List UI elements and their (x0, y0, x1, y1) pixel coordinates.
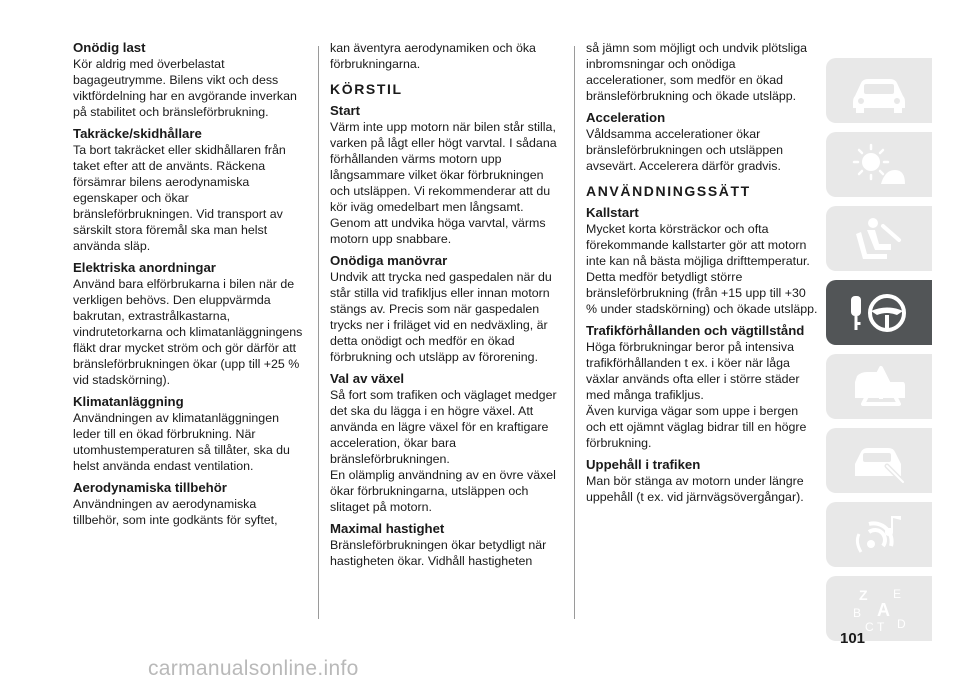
airbag-seat-icon (847, 214, 911, 264)
tab-starting-driving[interactable] (826, 280, 932, 345)
index-letter: Z (859, 586, 868, 603)
chapter-tabs (826, 58, 932, 650)
column-divider (318, 46, 319, 619)
paragraph: Ta bort takräcket eller skidhållaren från taket efter att de använts. Räckena försämrar bilens aerodynamiska egenskaper och ökar bränsleförbrukningen. Vid transport av särskilt stora föremål ska man helst använda släp. (73, 143, 286, 253)
subsection-heading: Kallstart (586, 205, 639, 220)
section-heading: KÖRSTIL (330, 81, 403, 97)
tab-multimedia[interactable] (826, 502, 932, 567)
index-letter: E (893, 586, 902, 601)
subsection-heading: Maximal hastighet (330, 521, 445, 536)
paragraph: Höga förbrukningar beror på intensiva trafikförhållanden t ex. i köer när låga växlar används ofta eller i större städer med många trafikljus. (586, 340, 800, 402)
subsection-heading: Start (330, 103, 361, 118)
paragraph: Användningen av aerodynamiska tillbehör, som inte godkänts för syftet, (73, 497, 278, 527)
column-2 (330, 40, 562, 569)
paragraph: Användningen av klimatanläggningen leder till en ökad förbrukning. När utomhustemperaturen så tillåter, ska du helst använda endast ventilation. (73, 411, 290, 473)
column-3 (586, 40, 818, 505)
car-front-icon (847, 66, 911, 116)
subsection-heading: Onödiga manövrar (330, 253, 448, 268)
paragraph: Man bör stänga av motorn under längre uppehåll (t ex. vid järnvägsövergångar). (586, 474, 804, 504)
tab-emergency[interactable] (826, 354, 932, 419)
paragraph: Undvik att trycka ned gaspedalen när du står stilla vid trafikljus eller innan motorn stängs av. Precis som när gaspedalen trycks ner i friläget vid en nedväxling, är detta onödigt och medför en ökad förbrukning och utsläpp av förorening. (330, 270, 552, 364)
paragraph: Så fort som trafiken och väglaget medger det ska du lägga i en högre växel. Att använda en lägre växel för en kraftigare acceleration, ökar bara bränsleförbrukningen. (330, 388, 557, 466)
paragraph: Använd bara elförbrukarna i bilen när de verkligen behövs. Den eluppvärmda bakrutan, extrastrålkastarna, vindrutetorkarna och klimatanläggningens fläkt drar mycket ström och gör därför att bränsleförbrukningen ökar (upp till +25 % vid stadskörning). (73, 277, 303, 387)
paragraph: Mycket korta körsträckor och ofta förekommande kallstarter gör att motorn inte kan nå bästa möjliga drifttemperatur. (586, 222, 810, 268)
subsection-heading: Val av växel (330, 371, 405, 386)
subsection-list (586, 205, 818, 505)
paragraph: Bränsleförbrukningen ökar betydligt när hastigheten ökar. Vidhåll hastigheten (330, 538, 547, 568)
index-letter: C (865, 619, 874, 634)
subsection-heading: Onödig last (73, 40, 146, 55)
subsection-heading: Klimatanläggning (73, 394, 184, 409)
paragraph: Även kurviga vägar som uppe i bergen och ett ojämnt väglag bidrar till en högre förbrukning. (586, 404, 807, 450)
subsection-heading: Trafikförhållanden och vägtillstånd (586, 323, 805, 338)
paragraph: Kör aldrig med överbelastat bagageutrymme. Bilens vikt och dess viktfördelning har en avgörande inverkan på stabilitet och bränsleförbrukning. (73, 57, 297, 119)
subsection-heading: Uppehåll i trafiken (586, 457, 701, 472)
key-steering-wheel-icon (847, 288, 911, 338)
subsection-heading: Elektriska anordningar (73, 260, 216, 275)
sun-dashboard-icon (847, 140, 911, 190)
continued-paragraph: så jämn som möjligt och undvik plötsliga inbromsningar och onödiga accelerationer, som medför en ökad bränsleförbrukning och ökade utsläpp. (586, 41, 808, 103)
index-letter: T (877, 619, 885, 634)
page-number: 101 (840, 630, 866, 647)
index-letter: D (897, 616, 906, 631)
paragraph: Våldsamma accelerationer ökar bränsleförbrukningen och utsläppen avsevärt. Accelerera därför gradvis. (586, 127, 784, 173)
paragraph: En olämplig användning av en övre växel ökar förbrukningarna, utsläppen och slitaget på motorn. (330, 468, 556, 514)
tab-safety[interactable] (826, 206, 932, 271)
subsection-heading: Takräcke/skidhållare (73, 126, 202, 141)
tab-maintenance[interactable] (826, 428, 932, 493)
subsection-heading: Aerodynamiska tillbehör (73, 480, 227, 495)
watermark-text: carmanualsonline.info (148, 657, 359, 680)
warning-triangle-icon (847, 362, 911, 412)
tab-car-front[interactable] (826, 58, 932, 123)
continued-paragraph: kan äventyra aerodynamiken och öka förbrukningarna. (330, 41, 536, 71)
section-heading: ANVÄNDNINGSSÄTT (586, 183, 751, 199)
tab-dashboard-lights[interactable] (826, 132, 932, 197)
alphabet-index-icon (847, 584, 911, 634)
index-letter: B (853, 605, 862, 620)
subsection-heading: Acceleration (586, 110, 666, 125)
paragraph: Detta medför betydligt större bränsleförbrukning (från +15 upp till +30 % under stadskörning) och ökade utsläpp. (586, 270, 818, 316)
column-divider (574, 46, 575, 619)
column-1 (73, 40, 305, 528)
subsection-list (330, 103, 562, 569)
car-service-icon (847, 436, 911, 486)
satellite-radio-icon (847, 510, 911, 560)
index-letter: A (877, 599, 890, 620)
paragraph: Värm inte upp motorn när bilen står stilla, varken på lågt eller högt varvtal. I sådana förhållanden värms motorn upp långsammare vilket ökar förbrukningen och utsläppen. Vi rekommenderar att du kör iväg omedelbart men långsamt. Genom att undvika höga varvtal, värms motorn upp snabbare. (330, 120, 557, 246)
